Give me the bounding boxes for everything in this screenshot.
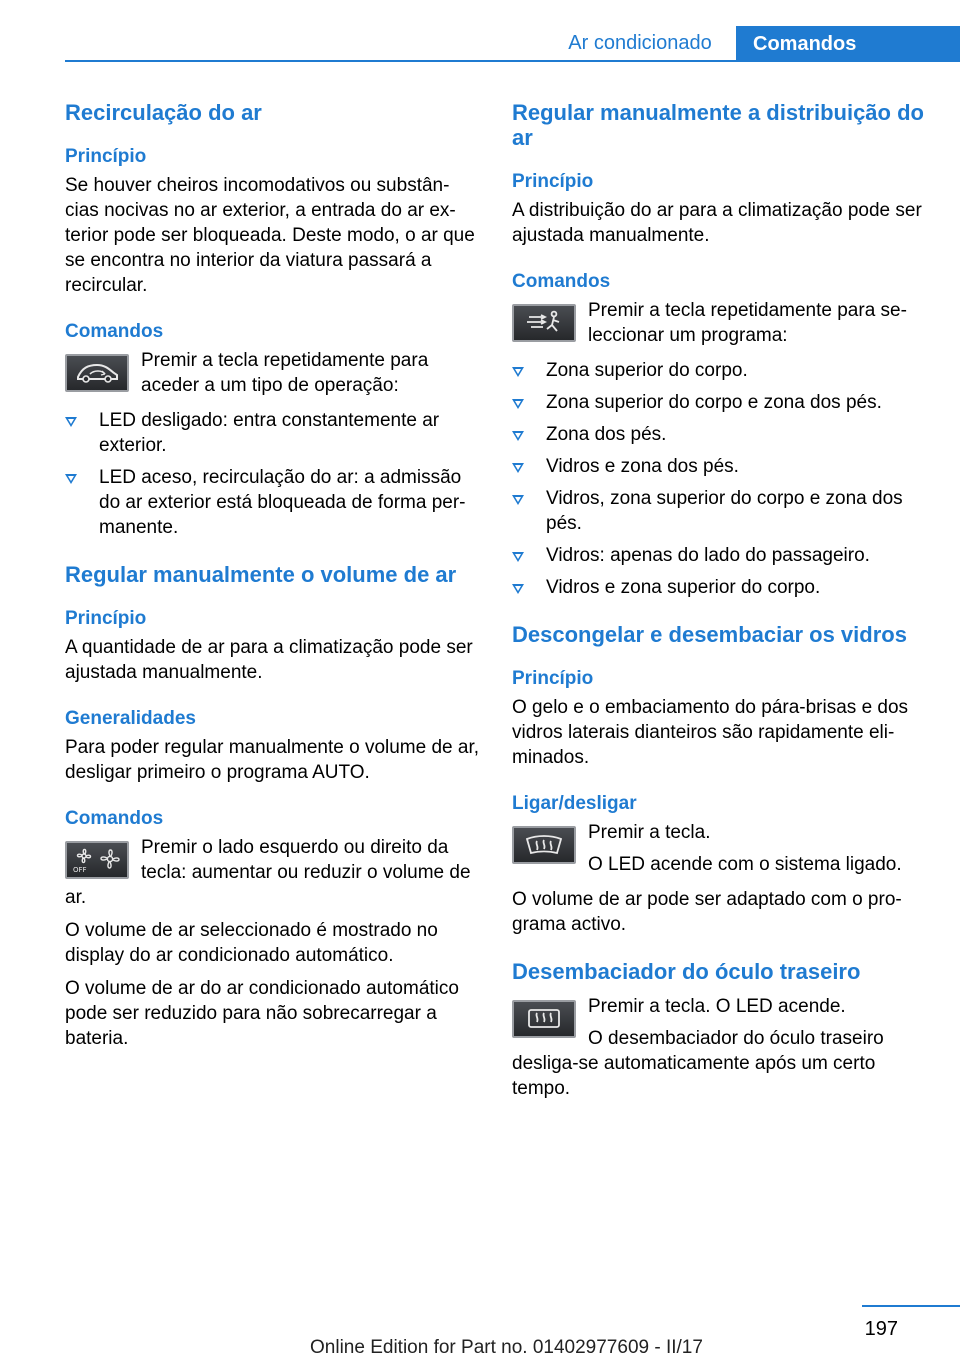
- header-divider: [65, 60, 960, 62]
- command-distribution: [512, 298, 927, 348]
- paragraph-volume-battery: O volume de ar do ar condicionado automático pode ser reduzido para não sobrecarregar a bateria.: [65, 978, 459, 1049]
- subheading-principle: Princípio: [512, 668, 594, 689]
- air-distribution-key-icon: [512, 304, 576, 342]
- list-item: Vidros: apenas do lado do passageiro.: [512, 543, 927, 568]
- triangle-bullet-icon: [65, 474, 77, 484]
- tab-comandos[interactable]: Comandos: [736, 26, 960, 62]
- paragraph-distribution-commands: Premir a tecla repetidamente para se-leccionar um programa:: [588, 300, 907, 346]
- paragraph-volume-commands: Premir o lado esquerdo ou direito da tecla: aumentar ou reduzir o volume de ar.: [65, 837, 471, 908]
- list-item: LED aceso, recirculação do ar: a admissão do ar exterior está bloqueada de forma per-manente.: [65, 465, 480, 540]
- triangle-bullet-icon: [65, 417, 77, 427]
- paragraph-volume-principle: A quantidade de ar para a climatização pode ser ajustada manualmente.: [65, 637, 473, 683]
- triangle-bullet-icon: [512, 463, 524, 473]
- triangle-bullet-icon: [512, 367, 524, 377]
- paragraph-rear-press: Premir a tecla. O LED acende.: [588, 996, 846, 1017]
- list-item: Zona superior do corpo e zona dos pés.: [512, 390, 927, 415]
- section-title-recirculation: Recirculação do ar: [65, 100, 262, 125]
- edition-footer: Online Edition for Part no. 01402977609 - II/17: [310, 1337, 703, 1358]
- paragraph-volume-general: Para poder regular manualmente o volume de ar, desligar primeiro o programa AUTO.: [65, 737, 480, 783]
- subheading-principle: Princípio: [65, 608, 147, 629]
- triangle-bullet-icon: [512, 552, 524, 562]
- paragraph-rear-auto-off: O desembaciador do óculo traseiro desliga-se automaticamente após um certo tempo.: [512, 1028, 884, 1099]
- right-column: [512, 100, 927, 1109]
- paragraph-defrost-led: O LED acende com o sistema ligado.: [588, 854, 902, 875]
- list-item: Zona dos pés.: [512, 422, 927, 447]
- subheading-commands: Comandos: [65, 321, 164, 342]
- tab-ar-condicionado[interactable]: Ar condicionado: [568, 31, 712, 54]
- list-item: Vidros e zona dos pés.: [512, 454, 927, 479]
- subheading-commands: Comandos: [512, 271, 611, 292]
- paragraph-defrost-principle: O gelo e o embaciamento do pára-brisas e dos vidros laterais dianteiros são rapidamente eli-minados.: [512, 697, 909, 768]
- section-title-defrost: Descongelar e desembaciar os vidros: [512, 622, 907, 647]
- paragraph-recirc-principle: Se houver cheiros incomodativos ou substân-cias nocivas no ar exterior, a entrada do ar ex-terior pode ser bloqueada. Deste modo, o ar que se encontra no interior da viatura passará a recircular.: [65, 175, 475, 296]
- off-label: OFF: [73, 866, 87, 874]
- list-item: LED desligado: entra constantemente ar exterior.: [65, 408, 480, 458]
- distribution-list: [512, 358, 927, 600]
- section-title-rear-defroster: Desembaciador do óculo traseiro: [512, 959, 861, 984]
- windshield-defrost-key-icon: [512, 826, 576, 864]
- section-title-air-volume: Regular manualmente o volume de ar: [65, 562, 457, 587]
- command-rear-defroster: [512, 994, 927, 1101]
- triangle-bullet-icon: [512, 584, 524, 594]
- list-item: Zona superior do corpo.: [512, 358, 927, 383]
- subheading-on-off: Ligar/desligar: [512, 793, 637, 814]
- subheading-commands: Comandos: [65, 808, 164, 829]
- subheading-general: Generalidades: [65, 708, 196, 729]
- triangle-bullet-icon: [512, 399, 524, 409]
- rear-window-defrost-key-icon: [512, 1000, 576, 1038]
- subheading-principle: Princípio: [512, 171, 594, 192]
- recirc-list: [65, 408, 480, 540]
- paragraph-volume-display: O volume de ar seleccionado é mostrado no display do ar condicionado automático.: [65, 920, 438, 966]
- command-air-volume: [65, 835, 480, 910]
- paragraph-defrost-press: Premir a tecla.: [588, 822, 711, 843]
- triangle-bullet-icon: [512, 495, 524, 505]
- subheading-principle: Princípio: [65, 146, 147, 167]
- command-recirculation: [65, 348, 480, 398]
- page-number-divider: [862, 1305, 960, 1307]
- section-title-distribution: Regular manualmente a distribuição do ar: [512, 100, 924, 150]
- fan-key-icon: [65, 841, 129, 879]
- paragraph-distribution-principle: A distribuição do ar para a climatização pode ser ajustada manualmente.: [512, 200, 922, 246]
- recirculation-key-icon: [65, 354, 129, 392]
- triangle-bullet-icon: [512, 431, 524, 441]
- list-item: Vidros e zona superior do corpo.: [512, 575, 927, 600]
- left-column: [65, 100, 480, 1051]
- list-item: Vidros, zona superior do corpo e zona dos pés.: [512, 486, 927, 536]
- command-defrost: [512, 820, 927, 877]
- paragraph-defrost-volume: O volume de ar pode ser adaptado com o pro-grama activo.: [512, 889, 902, 935]
- page-number: 197: [864, 1318, 898, 1340]
- paragraph-recirc-commands: Premir a tecla repetidamente para aceder a um tipo de operação:: [141, 350, 429, 396]
